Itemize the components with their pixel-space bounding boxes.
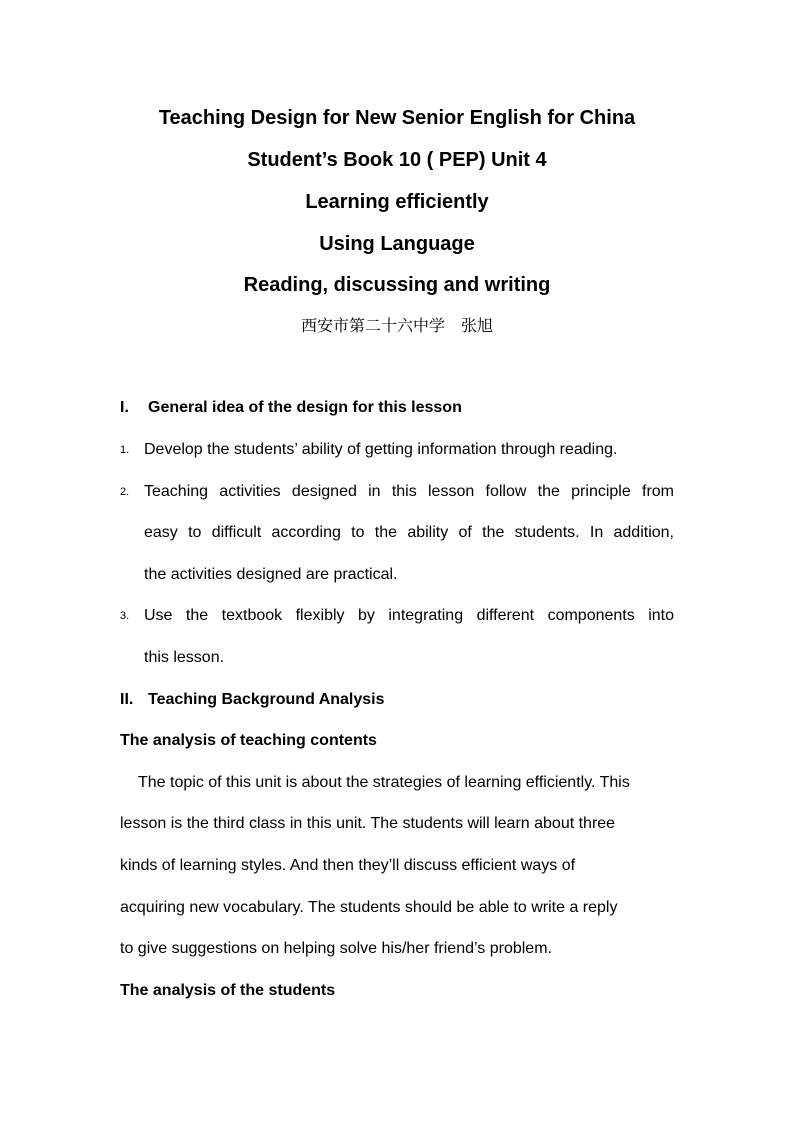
section-2-number: II. <box>120 691 134 708</box>
list-item-3-line-1: Use the textbook flexibly by integrating different components into <box>144 607 674 624</box>
paragraph-line-1: The topic of this unit is about the strategies of learning efficiently. This <box>138 774 630 791</box>
section-2-heading <box>120 690 385 710</box>
list-marker-2: 2. <box>120 486 130 498</box>
section-2-title: Teaching Background Analysis <box>148 691 385 708</box>
section-1-number: I. <box>120 399 129 416</box>
list-item-1-line-1: Develop the students’ ability of getting information through reading. <box>144 441 618 458</box>
paragraph-line-4: acquiring new vocabulary. The students should be able to write a reply <box>120 899 618 916</box>
subheading-students: The analysis of the students <box>120 982 336 999</box>
subheading-teaching-contents: The analysis of teaching contents <box>120 732 377 749</box>
title-line-4: Using Language <box>319 233 475 255</box>
title-line-1: Teaching Design for New Senior English for China <box>158 107 636 129</box>
list-marker-3: 3. <box>120 610 130 622</box>
list-marker-1: 1. <box>120 444 130 456</box>
list-item-2-line-2: easy to difficult according to the ability of the students. In addition, <box>144 524 674 541</box>
list-item-2-line-1: Teaching activities designed in this lesson follow the principle from <box>144 483 674 500</box>
paragraph-line-5: to give suggestions on helping solve his/her friend’s problem. <box>120 940 552 957</box>
list-item-3-line-2: this lesson. <box>144 649 225 666</box>
paragraph-line-2: lesson is the third class in this unit. The students will learn about three <box>120 815 616 832</box>
title-line-3: Learning efficiently <box>305 191 489 213</box>
section-1-title: General idea of the design for this lesson <box>148 399 462 416</box>
list-item-2-line-3: the activities designed are practical. <box>144 566 398 583</box>
author-line: 西安市第二十六中学 张旭 <box>300 316 493 335</box>
section-1-heading <box>120 398 462 418</box>
paragraph-line-3: kinds of learning styles. And then they’ll discuss efficient ways of <box>120 857 576 874</box>
title-line-2: Student’s Book 10 ( PEP) Unit 4 <box>247 149 547 171</box>
title-line-5: Reading, discussing and writing <box>243 274 551 296</box>
